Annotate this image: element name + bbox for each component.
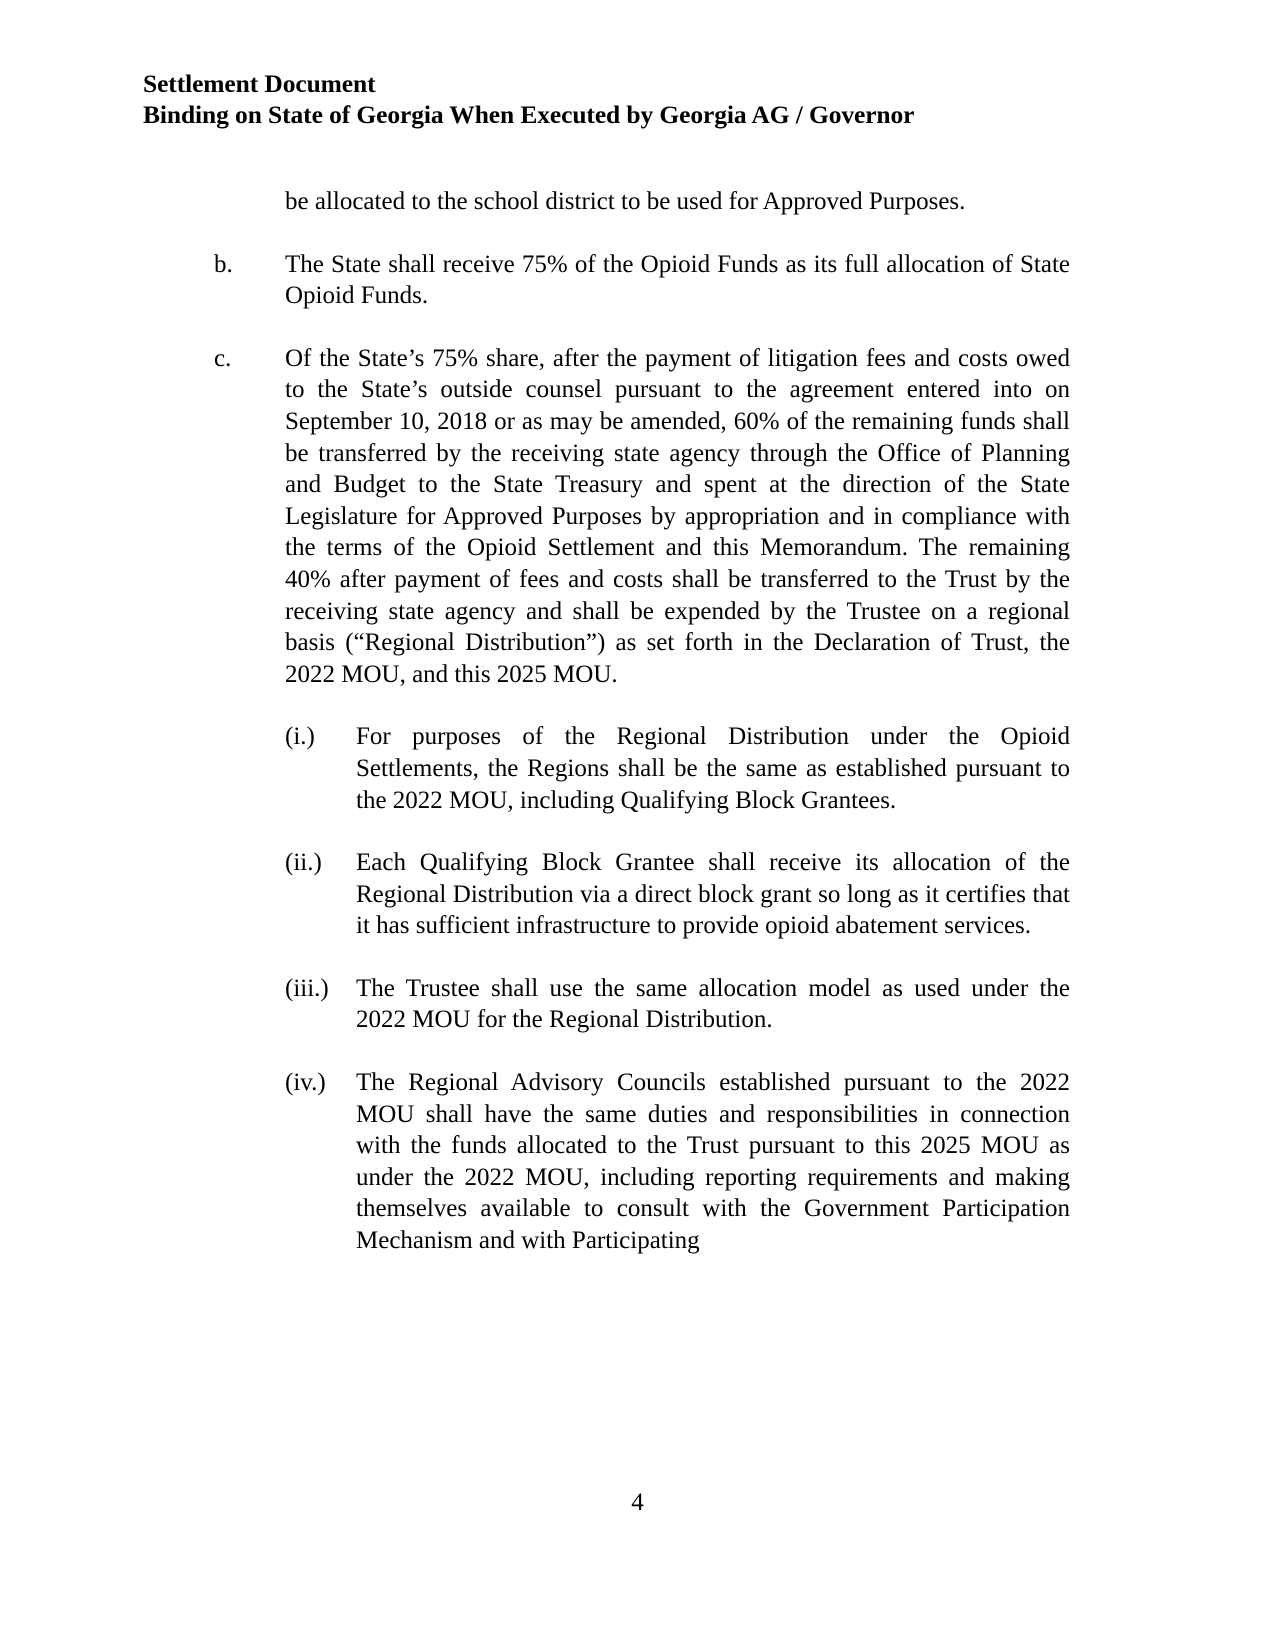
list-marker-c-i: (i.) [285, 723, 315, 751]
list-marker-c-iii: (iii.) [285, 974, 329, 1002]
list-item-c-iv [285, 1067, 1070, 1257]
list-marker-b: b. [214, 250, 233, 278]
spacer [0, 218, 1275, 249]
header-line-2: Binding on State of Georgia When Executed by Georgia AG / Governor [143, 100, 915, 129]
paragraph-continuation-text: be allocated to the school district to be used for Approved Purposes. [285, 188, 966, 215]
list-item-c [214, 343, 1070, 691]
list-item-b-text: The State shall receive 75% of the Opioid Funds as its full allocation of State Opioid Funds. [285, 250, 1070, 310]
list-item-c-ii [285, 847, 1070, 942]
list-marker-c-iv: (iv.) [285, 1069, 326, 1097]
list-item-b [214, 249, 1070, 312]
list-item-c-iv-text: The Regional Advisory Councils established pursuant to the 2022 MOU shall have the same duties and responsibilities in connection with the funds allocated to the Trust pursuant to this 2025 MOU as under the 2022 MOU, including reporting requirements and making themselves available to consult with the Government Participation Mechanism and with Participating [356, 1069, 1070, 1255]
paragraph-continuation [285, 186, 1070, 218]
list-item-c-iii [285, 973, 1070, 1036]
list-item-c-i-text: For purposes of the Regional Distribution under the Opioid Settlements, the Regions shall be the same as established pursuant to the 2022 MOU, including Qualifying Block Grantees. [356, 723, 1070, 814]
list-item-c-iii-text: The Trustee shall use the same allocation model as used under the 2022 MOU for the Regional Distribution. [356, 974, 1070, 1034]
list-item-c-i [285, 721, 1070, 816]
spacer [0, 942, 1275, 973]
page-number: 4 [631, 1489, 644, 1516]
document-body [0, 186, 1275, 1257]
spacer [0, 1036, 1275, 1067]
list-item-c-ii-text: Each Qualifying Block Grantee shall receive its allocation of the Regional Distribution via a direct block grant so long as it certifies that it has sufficient infrastructure to provide opioid abatement services. [356, 849, 1070, 940]
list-item-c-text: Of the State’s 75% share, after the payment of litigation fees and costs owed to the State’s outside counsel pursuant to the agreement entered into on September 10, 2018 or as may be amended, 60% of the remaining funds shall be transferred by the receiving state agency through the Office of Planning and Budget to the State Treasury and spent at the direction of the State Legislature for Approved Purposes by appropriation and in compliance with the terms of the Opioid Settlement and this Memorandum. The remaining 40% after payment of fees and costs shall be transferred to the Trust by the receiving state agency and shall be expended by the Trustee on a regional basis (“Regional Distribution”) as set forth in the Declaration of Trust, the 2022 MOU, and this 2025 MOU. [285, 344, 1070, 688]
spacer [0, 816, 1275, 847]
header-line-1: Settlement Document [143, 69, 376, 98]
document-header [143, 68, 1143, 130]
spacer [0, 690, 1275, 721]
list-marker-c-ii: (ii.) [285, 849, 322, 877]
spacer [0, 312, 1275, 343]
list-marker-c: c. [214, 344, 232, 372]
